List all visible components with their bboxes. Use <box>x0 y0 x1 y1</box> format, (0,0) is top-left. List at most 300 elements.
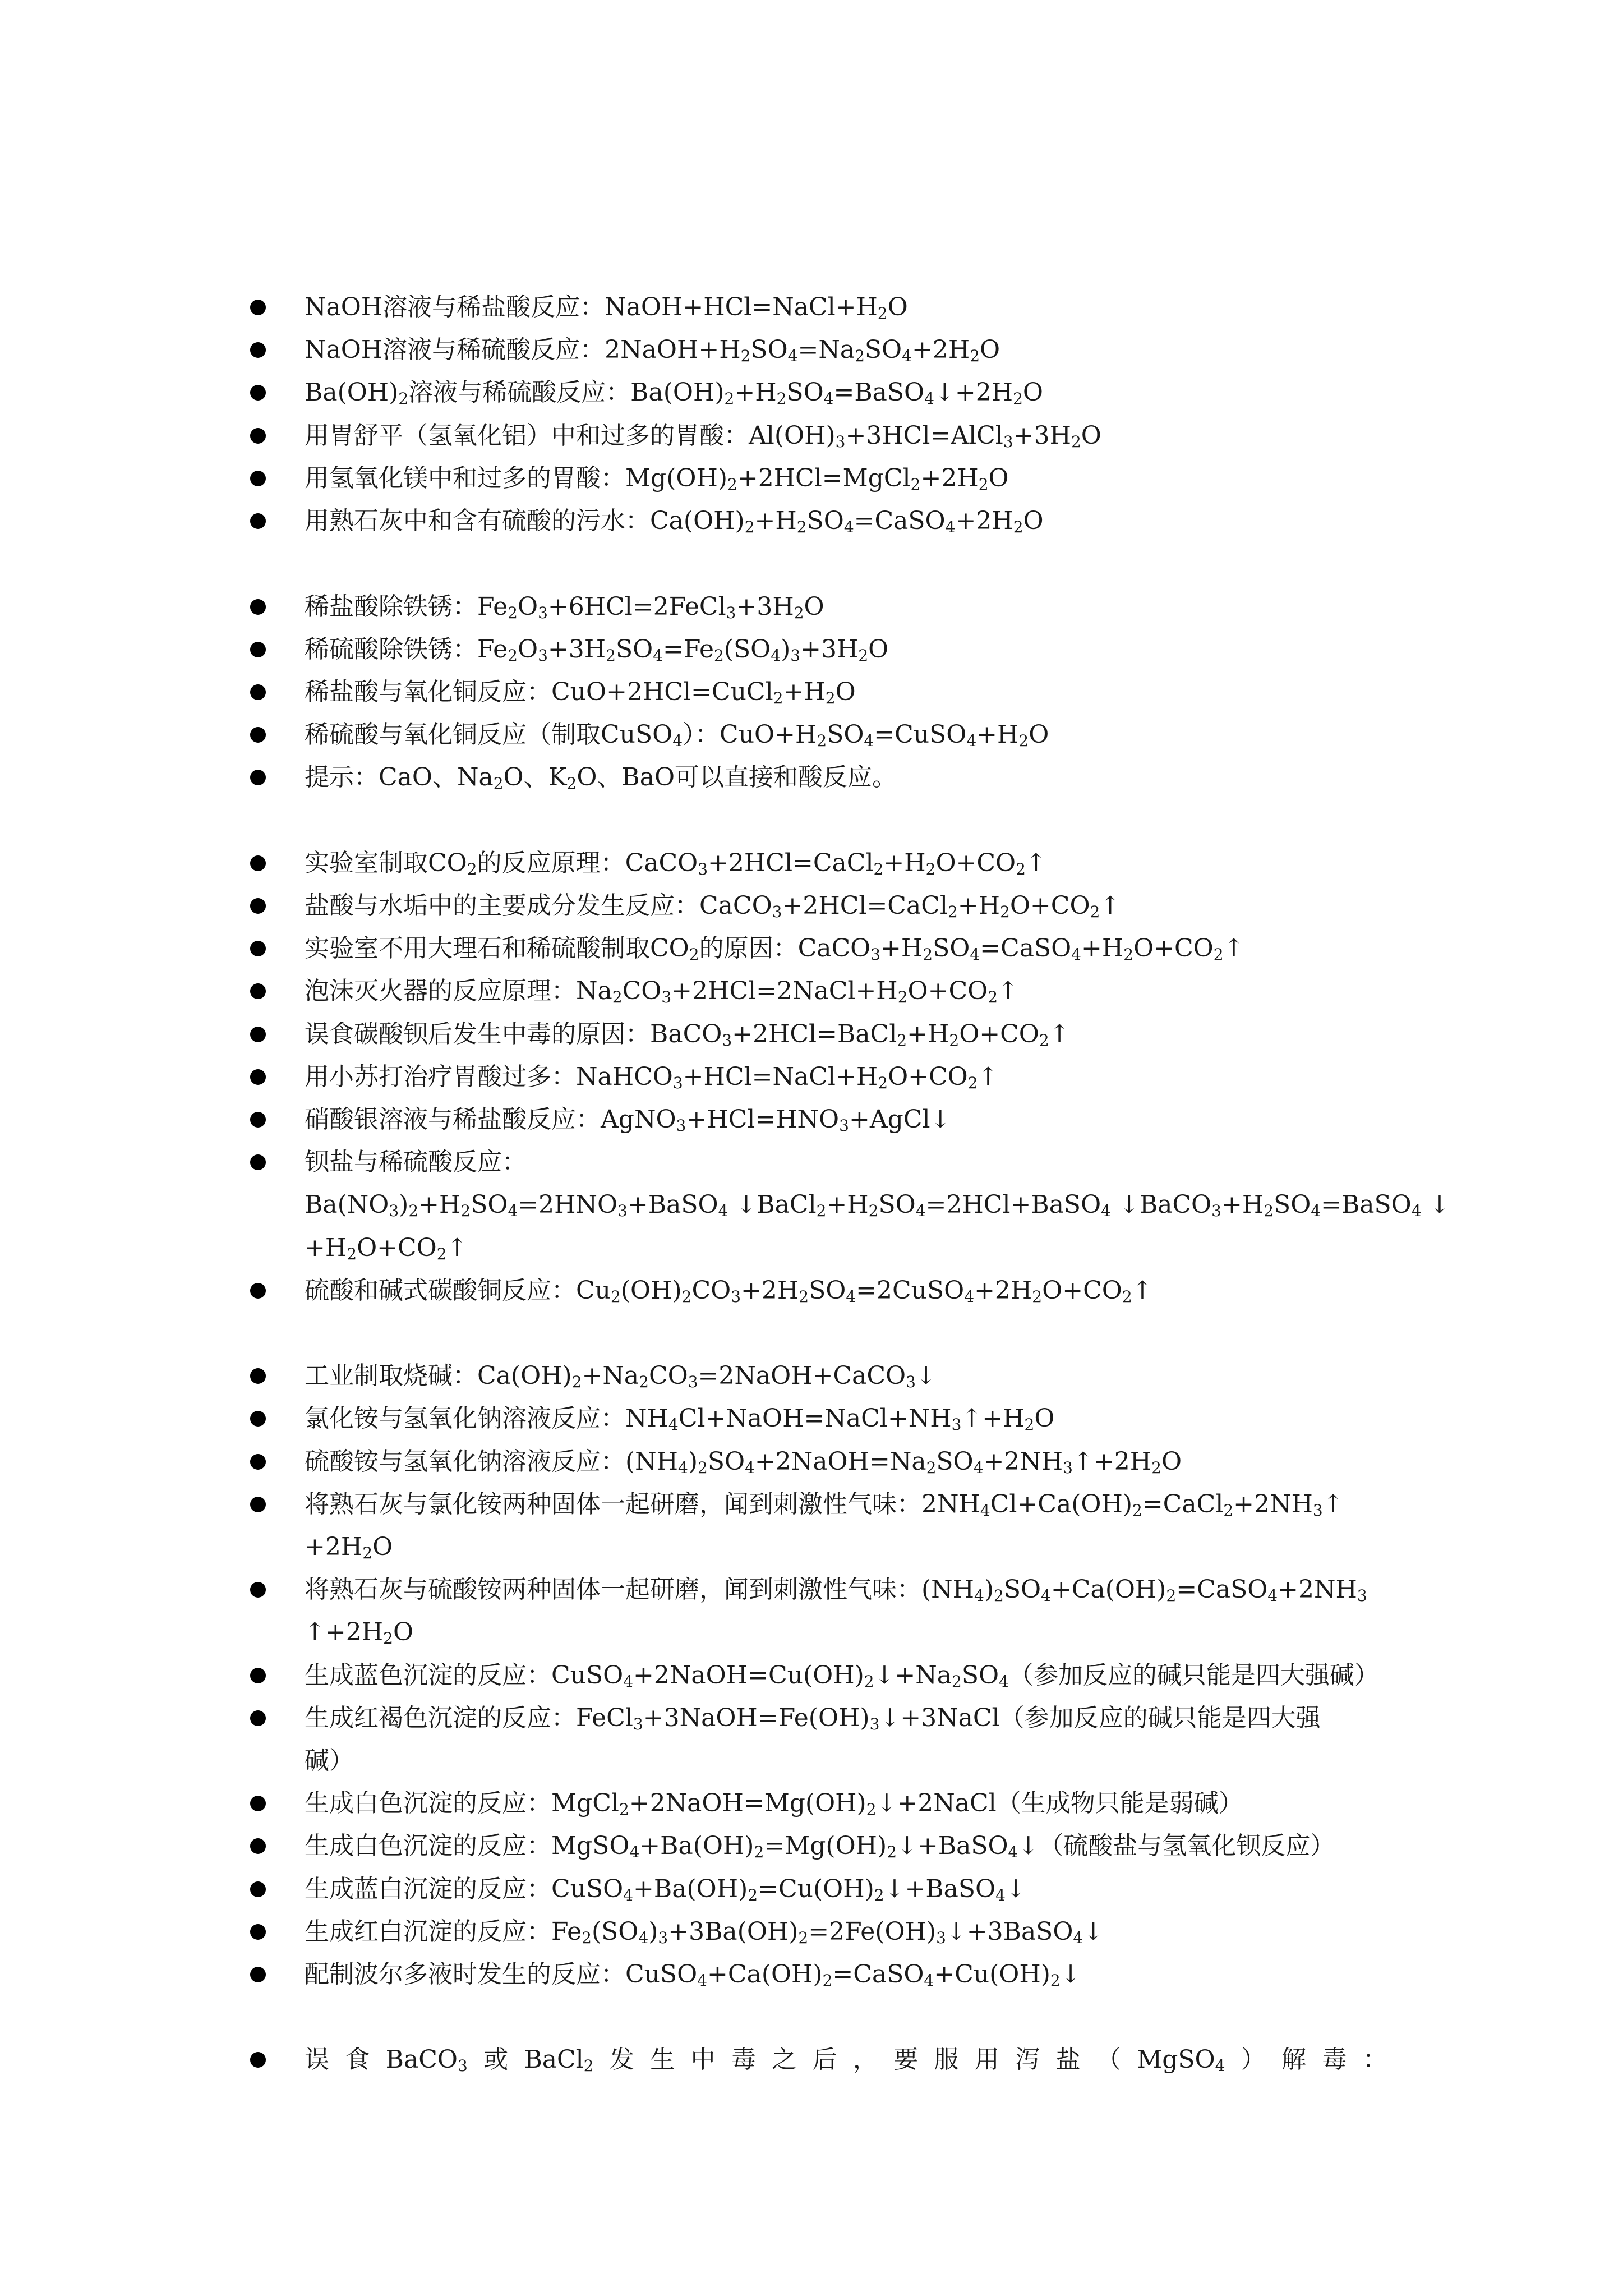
list-item <box>0 457 1623 500</box>
subscript: 2 <box>794 604 804 622</box>
subscript: 2 <box>949 1031 960 1050</box>
text-run: O+CO <box>357 1234 437 1262</box>
subscript: 2 <box>383 1629 393 1648</box>
text-run: 稀硫酸除铁锈：Fe <box>305 635 508 664</box>
list-item <box>0 1355 1623 1397</box>
list-item-text <box>305 970 1387 1013</box>
text-run: ) <box>984 1575 994 1604</box>
text-run: 中 <box>690 2045 716 2074</box>
subscript: 4 <box>970 945 980 964</box>
subscript: 4 <box>1101 1202 1111 1220</box>
subscript: 4 <box>964 1287 975 1306</box>
text-run: ↓+BaSO <box>884 1875 996 1903</box>
text-run: +Cu(OH) <box>934 1960 1050 1989</box>
text-run: =BaSO <box>1321 1190 1412 1219</box>
subscript: 2 <box>1016 860 1026 878</box>
text-run: 或 <box>483 2045 509 2074</box>
list-item-text <box>305 1740 1387 1782</box>
bullet-icon <box>250 1154 266 1170</box>
subscript: 2 <box>754 1843 764 1861</box>
subscript: 2 <box>582 1929 592 1947</box>
text-run: SO <box>864 335 902 364</box>
text-run: SO <box>878 1190 916 1219</box>
subscript: 2 <box>970 347 980 365</box>
subscript: 3 <box>1211 1202 1221 1220</box>
subscript: 3 <box>676 1116 686 1135</box>
subscript: 4 <box>623 1886 634 1904</box>
text-run: 误 <box>305 2045 329 2074</box>
subscript: 2 <box>347 1245 357 1263</box>
text-run: O <box>1022 378 1043 407</box>
subscript: 3 <box>698 860 708 878</box>
text-run: +BaSO <box>627 1190 718 1219</box>
text-run: （参加反应的碱只能是四大强碱） <box>1008 1661 1379 1690</box>
text-run: ↑ <box>1132 1276 1153 1305</box>
list-item-text <box>305 756 1387 799</box>
text-run: 泡沫灭火器的反应原理：Na <box>305 977 612 1005</box>
text-run: ↑ <box>1049 1020 1070 1048</box>
subscript: 4 <box>787 347 798 365</box>
text-run: 解 <box>1281 2045 1307 2074</box>
list-item-text <box>305 586 1387 628</box>
text-run: ↓ <box>1083 1917 1104 1946</box>
text-run: O <box>804 592 824 621</box>
text-run: Cl+Ca(OH) <box>990 1490 1132 1519</box>
text-run: =2HCl+BaSO <box>925 1190 1101 1219</box>
bullet-icon <box>250 1967 266 1982</box>
subscript: 4 <box>653 646 663 665</box>
text-run: SO <box>615 635 653 664</box>
list-item-text <box>305 1825 1387 1867</box>
text-run: BaCl <box>524 2045 584 2074</box>
text-group <box>483 2039 508 2081</box>
text-run: ） <box>1241 2045 1266 2074</box>
text-run: 提示：CaO、Na <box>305 763 494 792</box>
bullet-icon <box>250 684 266 700</box>
subscript: 2 <box>611 1287 621 1306</box>
subscript: 4 <box>973 1458 984 1477</box>
subscript: 3 <box>731 1287 741 1306</box>
text-run: SO <box>827 720 864 749</box>
subscript: 3 <box>1312 1501 1323 1520</box>
bullet-icon <box>250 727 266 743</box>
bullet-icon <box>250 1497 266 1512</box>
text-run: 之 <box>772 2045 797 2074</box>
text-run: O <box>835 678 856 706</box>
text-run: SO <box>809 1276 846 1305</box>
text-group <box>1241 2039 1266 2081</box>
text-run: +Ca(OH) <box>1050 1575 1166 1604</box>
text-run: ↑+2H <box>305 1618 384 1646</box>
text-run: 硝酸银溶液与稀盐酸反应：AgNO <box>305 1105 676 1134</box>
text-run: =CaSO <box>980 934 1072 963</box>
subscript: 3 <box>688 1373 698 1391</box>
text-run: (SO <box>723 635 771 664</box>
list-item-text <box>305 457 1387 500</box>
text-run: +2H <box>955 507 1013 535</box>
subscript: 2 <box>619 1800 629 1819</box>
text-run: +2NH <box>1233 1490 1313 1519</box>
text-run: +2HCl=CaCl <box>782 891 948 920</box>
list-item-text <box>305 329 1387 371</box>
text-run: ↓（硫酸盐与氢氧化钡反应） <box>1018 1832 1335 1860</box>
list-item <box>0 1013 1623 1056</box>
subscript: 3 <box>869 1715 880 1733</box>
subscript: 2 <box>878 1074 888 1092</box>
text-run: 生成蓝白沉淀的反应：CuSO <box>305 1875 624 1903</box>
text-run: O <box>988 464 1009 493</box>
text-run: +H <box>783 678 826 706</box>
list-item-continuation <box>0 1184 1623 1226</box>
text-run: BaCO <box>1139 1190 1212 1219</box>
text-run: 要 <box>893 2045 919 2074</box>
text-run: （ <box>1096 2045 1121 2074</box>
text-run: =Na <box>797 335 855 364</box>
subscript: 2 <box>714 646 724 665</box>
text-run: O <box>1029 720 1049 749</box>
subscript: 4 <box>638 1929 649 1947</box>
subscript: 4 <box>999 1672 1009 1691</box>
subscript: 3 <box>722 1031 732 1050</box>
subscript: 4 <box>508 1202 518 1220</box>
text-run: +2NaOH=Cu(OH) <box>633 1661 864 1690</box>
subscript: 3 <box>661 988 672 1006</box>
text-run: O <box>393 1618 414 1646</box>
text-run: 钡盐与稀硫酸反应： <box>305 1148 527 1176</box>
subscript: 4 <box>1311 1202 1321 1220</box>
subscript: 4 <box>668 1415 679 1434</box>
subscript: 2 <box>978 475 989 494</box>
list-item <box>0 1568 1623 1611</box>
subscript: 2 <box>1122 1287 1132 1306</box>
subscript: 2 <box>1024 1415 1035 1434</box>
list-item <box>0 1483 1623 1526</box>
text-run: SO <box>471 1190 508 1219</box>
text-group <box>345 2039 370 2081</box>
text-run: +2H <box>974 1276 1032 1305</box>
subscript: 2 <box>606 646 616 665</box>
text-run: ) <box>648 1917 658 1946</box>
subscript: 2 <box>724 389 735 408</box>
subscript: 2 <box>1050 1971 1061 1990</box>
list-item-text <box>305 500 1387 542</box>
subscript: 2 <box>910 475 921 494</box>
subscript: 4 <box>902 347 912 365</box>
text-run: +2H <box>305 1533 363 1561</box>
subscript: 2 <box>362 1544 373 1562</box>
subscript: 3 <box>389 1202 399 1220</box>
list-item <box>0 586 1623 628</box>
text-run: 实验室制取CO <box>305 849 467 877</box>
bullet-icon <box>250 1454 266 1470</box>
list-item <box>0 329 1623 371</box>
text-run: +2NaOH=Mg(OH) <box>629 1789 866 1818</box>
subscript: 2 <box>897 1031 907 1050</box>
list-item-text <box>305 286 1387 329</box>
subscript: 2 <box>1166 1586 1177 1605</box>
text-group <box>731 2039 756 2081</box>
text-run: ↓+3BaSO <box>946 1917 1073 1946</box>
list-item <box>0 371 1623 414</box>
subscript: 2 <box>1123 945 1134 964</box>
text-run: 稀硫酸与氧化铜反应（制取CuSO <box>305 720 673 749</box>
text-run: 发 <box>609 2045 634 2074</box>
list-item-continuation <box>0 1611 1623 1654</box>
bullet-icon <box>250 385 266 401</box>
text-run: ↑+2H <box>1073 1447 1152 1476</box>
list-item-text <box>305 1654 1387 1697</box>
text-run: 服 <box>934 2045 959 2074</box>
text-run: O <box>1081 421 1101 450</box>
text-run: +Na <box>582 1361 639 1390</box>
text-run: ↑+H <box>961 1404 1025 1433</box>
subscript: 2 <box>436 1245 447 1263</box>
subscript: 2 <box>493 774 504 793</box>
text-run: SO <box>1274 1190 1311 1219</box>
subscript: 2 <box>748 1886 758 1904</box>
text-group <box>1363 2039 1387 2081</box>
text-run: O+CO <box>1009 891 1090 920</box>
subscript: 2 <box>868 1202 879 1220</box>
text-run: Ba(NO <box>305 1190 389 1219</box>
text-run: O <box>887 293 908 321</box>
subscript: 2 <box>744 518 755 536</box>
subscript: 3 <box>617 1202 628 1220</box>
subscript: 2 <box>773 689 783 707</box>
text-run: BaCl <box>757 1190 817 1219</box>
bullet-icon <box>250 1112 266 1128</box>
bullet-icon <box>250 898 266 914</box>
text-run: 用小苏打治疗胃酸过多：NaHCO <box>305 1062 673 1091</box>
text-run: +3H <box>736 592 794 621</box>
text-group <box>386 2039 468 2081</box>
text-run: +H <box>1221 1190 1264 1219</box>
list-item <box>0 628 1623 671</box>
list-item <box>0 885 1623 927</box>
text-run: +HCl=HNO <box>686 1105 840 1134</box>
text-run: 生成红白沉淀的反应：Fe <box>305 1917 582 1946</box>
subscript: 2 <box>947 903 958 921</box>
bullet-icon <box>250 770 266 785</box>
text-run: +3NaOH=Fe(OH) <box>643 1704 870 1732</box>
text-run: CO <box>648 1361 688 1390</box>
list-item-text <box>305 1697 1387 1740</box>
text-run: 用氢氧化镁中和过多的胃酸：Mg(OH) <box>305 464 727 493</box>
text-run: ）：CuO+H <box>683 720 817 749</box>
text-run: 盐酸与水垢中的主要成分发生反应：CaCO <box>305 891 772 920</box>
subscript: 2 <box>689 945 699 964</box>
list-item-text <box>305 2039 1387 2081</box>
text-run: +HCl=NaCl+H <box>683 1062 878 1091</box>
subscript: 3 <box>936 1929 946 1947</box>
text-run: ↑ <box>1322 1490 1344 1519</box>
subscript: 3 <box>538 646 548 665</box>
text-run: +3H <box>547 635 606 664</box>
subscript: 4 <box>945 518 956 536</box>
bullet-icon <box>250 1668 266 1683</box>
subscript: 2 <box>994 1586 1004 1605</box>
list-item <box>0 1397 1623 1440</box>
text-group <box>934 2039 959 2081</box>
subscript: 3 <box>790 646 801 665</box>
text-run: ↑ <box>1025 849 1046 877</box>
text-run: +H <box>957 891 1000 920</box>
text-run: ↓ <box>1060 1960 1081 1989</box>
text-run: 泻 <box>1015 2045 1040 2074</box>
list-item-text <box>305 628 1387 671</box>
text-group <box>1015 2039 1040 2081</box>
list-item-text <box>305 415 1387 457</box>
list-item <box>0 671 1623 714</box>
text-run: +6HCl=2FeCl <box>547 592 726 621</box>
text-run: 生成白色沉淀的反应：MgSO <box>305 1832 630 1860</box>
subscript: 3 <box>772 903 782 921</box>
list-item-text <box>305 1953 1387 1996</box>
text-run: +3H <box>1013 421 1071 450</box>
subscript: 4 <box>846 1287 856 1306</box>
list-item-text <box>305 885 1387 927</box>
subscript: 2 <box>571 1373 582 1391</box>
text-run: +H <box>976 720 1019 749</box>
subscript: 2 <box>923 945 933 964</box>
text-run: ↓ <box>728 1190 757 1219</box>
list-item-text <box>305 1269 1387 1312</box>
list-item <box>0 500 1623 542</box>
subscript: 2 <box>988 988 998 1006</box>
subscript: 2 <box>1013 389 1023 408</box>
subscript: 3 <box>839 1116 849 1135</box>
text-run: 的反应原理：CaCO <box>477 849 698 877</box>
list-item-text <box>305 714 1387 756</box>
text-run: +2NH <box>983 1447 1063 1476</box>
text-group <box>305 1184 757 1226</box>
text-run: O+CO <box>1133 934 1214 963</box>
text-run: =CaSO <box>1176 1575 1268 1604</box>
text-run: =Fe <box>663 635 714 664</box>
text-run: Ba(OH) <box>305 378 399 407</box>
subscript: 2 <box>1000 903 1010 921</box>
subscript: 2 <box>698 1458 708 1477</box>
text-run: 的原因：CaCO <box>699 934 871 963</box>
list-item-text <box>305 1098 1387 1141</box>
text-run: +2H <box>920 464 979 493</box>
text-run: O <box>868 635 889 664</box>
list-item <box>0 415 1623 457</box>
text-run: +Ba(OH) <box>639 1832 754 1860</box>
bullet-icon <box>250 428 266 444</box>
subscript: 2 <box>855 347 865 365</box>
subscript: 4 <box>1073 1929 1083 1947</box>
subscript: 2 <box>864 1672 874 1691</box>
text-group <box>853 2039 878 2081</box>
subscript: 2 <box>874 1886 884 1904</box>
text-run: 配制波尔多液时发生的反应：CuSO <box>305 1960 698 1989</box>
bullet-icon <box>250 1796 266 1811</box>
subscript: 2 <box>825 689 836 707</box>
bullet-icon <box>250 1069 266 1085</box>
text-group <box>1056 2039 1081 2081</box>
text-run: ↑ <box>978 1062 999 1091</box>
text-run: 生成蓝色沉淀的反应：CuSO <box>305 1661 624 1690</box>
subscript: 2 <box>816 1202 827 1220</box>
text-run: SO <box>936 1447 974 1476</box>
text-group <box>524 2039 593 2081</box>
text-run: ↑ <box>1223 934 1244 963</box>
bullet-icon <box>250 941 266 956</box>
subscript: 4 <box>915 1202 926 1220</box>
subscript: 4 <box>745 1458 755 1477</box>
subscript: 3 <box>726 604 736 622</box>
text-run: 实验室不用大理石和稀硫酸制取CO <box>305 934 689 963</box>
subscript: 4 <box>823 389 834 408</box>
text-run: =Mg(OH) <box>764 1832 887 1860</box>
subscript: 4 <box>697 1971 708 1990</box>
text-run: ) <box>781 635 791 664</box>
subscript: 3 <box>658 1929 668 1947</box>
text-run: SO <box>1003 1575 1041 1604</box>
text-run: 生成红褐色沉淀的反应：FeCl <box>305 1704 633 1732</box>
text-run: 稀盐酸除铁锈：Fe <box>305 592 508 621</box>
bullet-icon <box>250 1368 266 1384</box>
text-run: +2NH <box>1278 1575 1357 1604</box>
list-item <box>0 1782 1623 1825</box>
text-run: +Ba(OH) <box>633 1875 748 1903</box>
text-run: NaOH溶液与稀硫酸反应：2NaOH+H <box>305 335 741 364</box>
text-run: +H <box>883 849 926 877</box>
subscript: 4 <box>974 1586 984 1605</box>
bullet-icon <box>250 513 266 529</box>
subscript: 2 <box>408 1202 419 1220</box>
list-item <box>0 1141 1623 1184</box>
subscript: 2 <box>727 475 737 494</box>
list-item <box>0 1441 1623 1483</box>
text-run: BaCO <box>385 2045 458 2074</box>
subscript: 4 <box>1411 1202 1422 1220</box>
text-run: O、K <box>503 763 567 792</box>
text-run: Cl+NaOH=NaCl+NH <box>678 1404 952 1433</box>
text-run: +H <box>1081 934 1124 963</box>
bullet-icon <box>250 1838 266 1854</box>
text-run: NaOH溶液与稀盐酸反应：NaOH+HCl=NaCl+H <box>305 293 878 321</box>
text-run: CO <box>691 1276 731 1305</box>
text-run: +2H <box>741 1276 799 1305</box>
text-group <box>305 2039 329 2081</box>
text-run: O <box>1023 507 1044 535</box>
text-run: ↓ <box>1421 1190 1450 1219</box>
text-run: =2NaOH+CaCO <box>698 1361 906 1390</box>
text-run: 误食碳酸钡后发生中毒的原因：BaCO <box>305 1020 722 1048</box>
subscript: 2 <box>799 1287 809 1306</box>
list-item <box>0 1654 1623 1697</box>
text-group <box>691 2039 716 2081</box>
text-run: CO <box>622 977 662 1005</box>
text-group <box>1096 2039 1121 2081</box>
subscript: 4 <box>924 1971 934 1990</box>
bullet-icon <box>250 1881 266 1897</box>
list-item <box>0 1953 1623 1996</box>
list-item-text <box>305 1184 1450 1226</box>
subscript: 2 <box>1018 731 1029 750</box>
text-run: O+CO <box>959 1020 1039 1048</box>
text-run: +H <box>305 1234 347 1262</box>
text-run: MgSO <box>1137 2045 1215 2074</box>
text-run: =2HNO <box>518 1190 618 1219</box>
text-run: 用熟石灰中和含有硫酸的污水：Ca(OH) <box>305 507 745 535</box>
text-run: 硫酸和碱式碳酸铜反应：Cu <box>305 1276 611 1305</box>
text-run: ↓+3NaCl（参加反应的碱只能是四大强 <box>879 1704 1321 1732</box>
subscript: 2 <box>796 518 807 536</box>
list-item <box>0 842 1623 885</box>
